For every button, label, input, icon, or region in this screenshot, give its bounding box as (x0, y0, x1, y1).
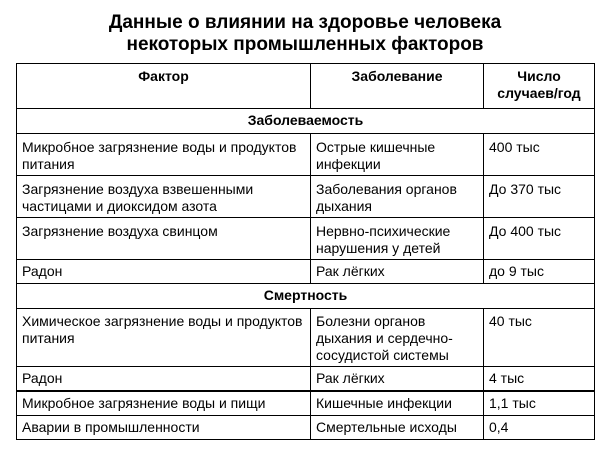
cell-factor: Загрязнение воздуха взвешенными частицами и диоксидом азота (17, 176, 311, 218)
table-row (17, 391, 595, 416)
table-header-row (17, 64, 595, 109)
cell-factor: Радон (17, 260, 311, 284)
section-row-morbidity (17, 109, 595, 134)
cell-factor: Химическое загрязнение воды и продуктов питания (17, 309, 311, 367)
title-line-1: Данные о влиянии на здоровье человека (108, 12, 502, 33)
table-row (17, 218, 595, 260)
section-morbidity: Заболеваемость (17, 109, 595, 134)
header-cases-line-1: Число (517, 68, 561, 84)
cell-cases: До 400 тыс (484, 218, 595, 260)
table-row (17, 416, 595, 440)
table-row (17, 134, 595, 176)
section-mortality: Смертность (17, 284, 595, 309)
page-title (0, 12, 610, 58)
factors-table (16, 63, 595, 440)
header-disease: Заболевание (311, 64, 484, 109)
table-row (17, 309, 595, 367)
cell-factor: Аварии в промышленности (17, 416, 311, 440)
cell-disease: Нервно-психические нарушения у детей (311, 218, 484, 260)
table-row (17, 367, 595, 392)
cell-factor: Радон (17, 367, 311, 392)
cell-cases: до 9 тыс (484, 260, 595, 284)
cell-factor: Микробное загрязнение воды и пищи (17, 391, 311, 416)
cell-cases: 400 тыс (484, 134, 595, 176)
table-row (17, 260, 595, 284)
section-row-mortality (17, 284, 595, 309)
cell-cases: 0,4 (484, 416, 595, 440)
header-cases-line-2: случаев/год (497, 85, 581, 101)
cell-disease: Рак лёгких (311, 367, 484, 392)
cell-cases: 4 тыс (484, 367, 595, 392)
cell-factor: Микробное загрязнение воды и продуктов питания (17, 134, 311, 176)
header-factor: Фактор (17, 64, 311, 109)
cell-disease: Смертельные исходы (311, 416, 484, 440)
cell-cases: 40 тыс (484, 309, 595, 367)
table-row (17, 176, 595, 218)
title-line-2: некоторых промышленных факторов (126, 34, 484, 55)
cell-disease: Болезни органов дыхания и сердечно-сосудистой системы (311, 309, 484, 367)
cell-cases: 1,1 тыс (484, 391, 595, 416)
cell-cases: До 370 тыс (484, 176, 595, 218)
cell-disease: Кишечные инфекции (311, 391, 484, 416)
header-cases (484, 64, 595, 109)
cell-disease: Заболевания органов дыхания (311, 176, 484, 218)
cell-factor: Загрязнение воздуха свинцом (17, 218, 311, 260)
cell-disease: Острые кишечные инфекции (311, 134, 484, 176)
cell-disease: Рак лёгких (311, 260, 484, 284)
